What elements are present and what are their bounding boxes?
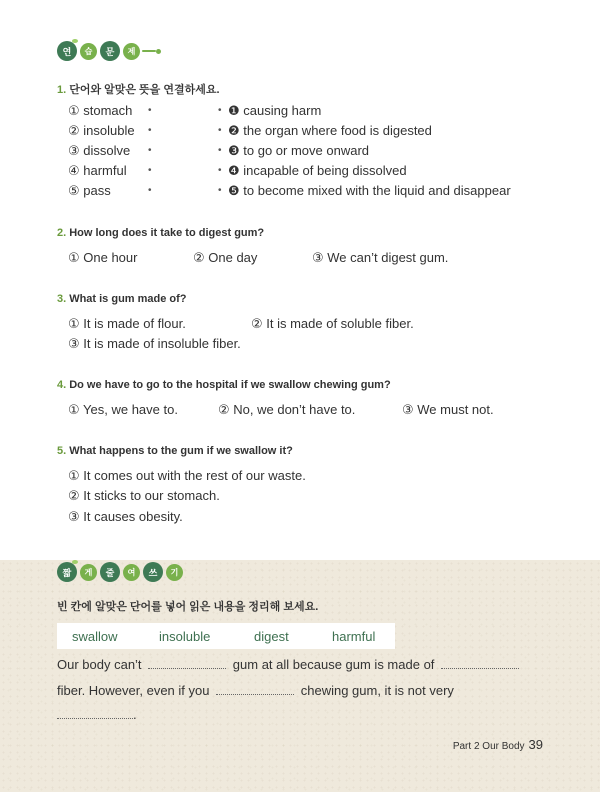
answer-option[interactable]: ① It comes out with the rest of our waste.	[68, 468, 306, 483]
badge-char: 줄	[100, 562, 120, 582]
match-meaning: ❺ to become mixed with the liquid and disappear	[228, 183, 511, 198]
summary-line-3	[57, 707, 137, 722]
question-number: 2.	[57, 227, 67, 239]
summary-line-1	[57, 657, 519, 672]
match-dot[interactable]: •	[148, 125, 152, 136]
badge-char: 게	[80, 564, 97, 581]
blank-field[interactable]	[441, 659, 519, 669]
badge-char: 문	[100, 41, 120, 61]
answer-option[interactable]: ① One hour	[68, 250, 138, 265]
answer-option[interactable]: ③ It causes obesity.	[68, 509, 183, 524]
question-text: How long does it take to digest gum?	[69, 227, 265, 239]
match-dot[interactable]: •	[148, 145, 152, 156]
summary-panel	[0, 560, 600, 792]
question-5	[57, 445, 293, 457]
match-word: ② insoluble	[68, 123, 135, 138]
question-text: 단어와 알맞은 뜻을 연결하세요.	[69, 84, 220, 96]
answer-option[interactable]: ③ We can’t digest gum.	[312, 250, 449, 265]
answer-option[interactable]: ② It sticks to our stomach.	[68, 488, 220, 503]
answer-option[interactable]: ① Yes, we have to.	[68, 402, 178, 417]
match-dot[interactable]: •	[148, 185, 152, 196]
word-bank-item: insoluble	[159, 629, 211, 644]
match-word: ① stomach	[68, 103, 133, 118]
match-word: ⑤ pass	[68, 183, 111, 198]
page-number: 39	[528, 737, 543, 752]
badge-char: 습	[80, 43, 97, 60]
question-4	[57, 379, 391, 391]
question-3	[57, 293, 187, 305]
match-meaning: ❸ to go or move onward	[228, 143, 370, 158]
question-1	[57, 81, 220, 97]
question-text: Do we have to go to the hospital if we swallow chewing gum?	[69, 379, 391, 391]
vine-dot-decoration	[156, 49, 161, 54]
question-2	[57, 227, 264, 239]
answer-option[interactable]: ② No, we don’t have to.	[218, 402, 356, 417]
badge-char: 연	[57, 41, 77, 61]
question-number: 4.	[57, 379, 67, 391]
answer-option[interactable]: ③ It is made of insoluble fiber.	[68, 336, 241, 351]
badge-char: 짧	[57, 562, 77, 582]
badge-char: 제	[123, 43, 140, 60]
match-dot[interactable]: •	[148, 105, 152, 116]
badge-char: 여	[123, 564, 140, 581]
answer-option[interactable]: ③ We must not.	[402, 402, 494, 417]
match-meaning: ❹ incapable of being dissolved	[228, 163, 407, 178]
vine-decoration	[142, 50, 156, 52]
match-dot[interactable]: •	[218, 105, 222, 116]
summary-text: fiber. However, even if you	[57, 683, 210, 698]
blank-field[interactable]	[57, 709, 133, 719]
match-word: ④ harmful	[68, 163, 127, 178]
question-number: 5.	[57, 445, 67, 457]
match-dot[interactable]: •	[148, 165, 152, 176]
match-meaning: ❷ the organ where food is digested	[228, 123, 432, 138]
blank-field[interactable]	[148, 659, 226, 669]
match-dot[interactable]: •	[218, 165, 222, 176]
summary-text: .	[133, 707, 137, 722]
section-badge-practice	[57, 41, 161, 61]
summary-text: chewing gum, it is not very	[300, 683, 454, 698]
question-text: What is gum made of?	[69, 293, 187, 305]
match-dot[interactable]: •	[218, 145, 222, 156]
question-number: 1.	[57, 84, 67, 96]
match-dot[interactable]: •	[218, 125, 222, 136]
badge-char: 쓰	[143, 562, 163, 582]
part-label: Part 2 Our Body	[452, 741, 525, 752]
word-bank	[57, 623, 395, 649]
answer-option[interactable]: ② It is made of soluble fiber.	[251, 316, 414, 331]
question-number: 3.	[57, 293, 67, 305]
summary-text: gum at all because gum is made of	[232, 657, 435, 672]
match-word: ③ dissolve	[68, 143, 131, 158]
word-bank-item: swallow	[72, 629, 118, 644]
match-meaning: ❶ causing harm	[228, 103, 322, 118]
page-footer	[453, 737, 543, 752]
word-bank-item: harmful	[332, 629, 376, 644]
summary-instruction: 빈 칸에 알맞은 단어를 넣어 읽은 내용을 정리해 보세요.	[57, 601, 319, 613]
section-badge-summary	[57, 562, 183, 582]
match-dot[interactable]: •	[218, 185, 222, 196]
summary-text: Our body can’t	[57, 657, 142, 672]
question-text: What happens to the gum if we swallow it?	[69, 445, 293, 457]
blank-field[interactable]	[216, 685, 294, 695]
word-bank-item: digest	[254, 629, 289, 644]
answer-option[interactable]: ① It is made of flour.	[68, 316, 186, 331]
badge-char: 기	[166, 564, 183, 581]
answer-option[interactable]: ② One day	[193, 250, 258, 265]
summary-line-2	[57, 683, 454, 698]
